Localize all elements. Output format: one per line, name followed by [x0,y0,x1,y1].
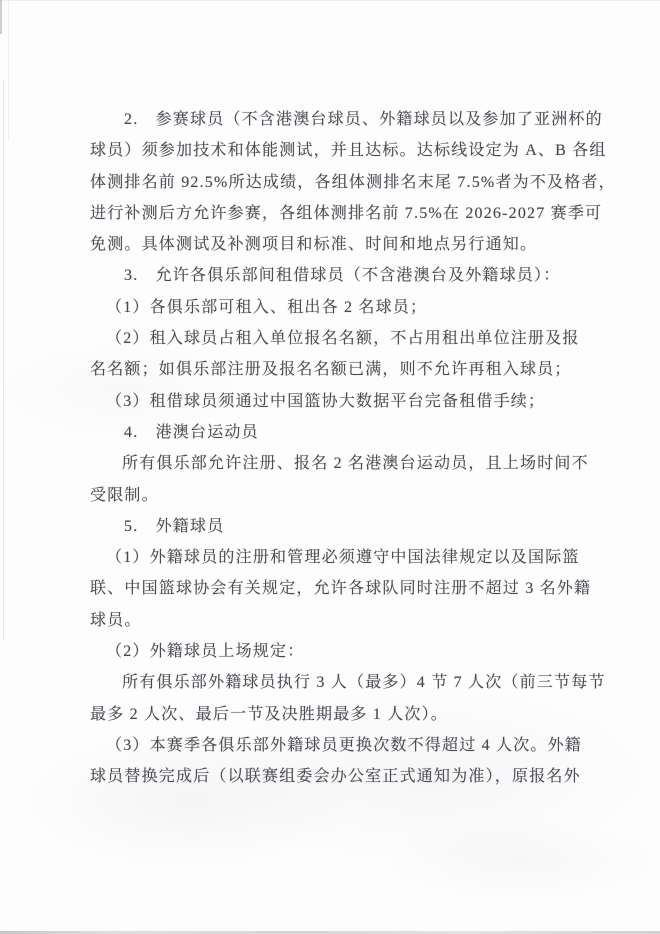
text-line: 免测。具体测试及补测项目和标准、时间和地点另行通知。 [90,236,538,254]
text-line: 球员替换完成后（以联赛组委会办公室正式通知为准），原报名外 [90,768,581,786]
text-line: 5. 外籍球员 [124,517,225,535]
text-line: 球员）须参加技术和体能测试，并且达标。达标线设定为 A、B 各组 [90,142,607,160]
text-line: 球员。 [90,611,142,629]
text-line: （2）租入球员占租入单位报名名额，不占用租出单位注册及报 [106,330,580,348]
text-line: 联、中国篮球协会有关规定，允许各球队同时注册不超过 3 名外籍 [90,580,592,598]
document-text [90,104,616,793]
text-line: 受限制。 [90,486,159,504]
text-line: 2. 参赛球员（不含港澳台球员、外籍球员以及参加了亚洲杯的 [124,111,603,128]
scan-corner-artifact [0,0,2,34]
text-line: 4. 港澳台运动员 [124,423,259,441]
scan-edge-artifact-top [0,0,660,1]
text-line: （2）外籍球员上场规定： [106,643,305,661]
scan-edge-artifact-left [3,80,4,640]
text-line: 体测排名前 92.5%所达成绩，各组体测排名末尾 7.5%者为不及格者， [90,173,616,191]
text-line: 所有俱乐部允许注册、报名 2 名港澳台运动员，且上场时间不 [122,455,589,473]
text-line: 所有俱乐部外籍球员执行 3 人（最多）4 节 7 人次（前三节每节 [122,674,606,692]
text-line: 3. 允许各俱乐部间租借球员（不含港澳台及外籍球员）： [124,267,561,285]
text-line: （3）租借球员须通过中国篮协大数据平台完备租借手续； [106,392,546,410]
text-line: 名名额；如俱乐部注册及报名名额已满，则不允许再租入球员； [90,361,572,379]
text-line: （1）外籍球员的注册和管理必须遵守中国法律规定以及国际篮 [106,549,580,567]
scan-edge-artifact-left-top [8,0,9,140]
text-line: 进行补测后方允许参赛，各组体测排名前 7.5%在 2026-2027 赛季可 [90,204,603,222]
text-line: （1）各俱乐部可租入、租出各 2 名球员； [106,298,428,316]
text-line: （3）本赛季各俱乐部外籍球员更换次数不得超过 4 人次。外籍 [106,736,583,754]
text-line: 最多 2 人次、最后一节及决胜期最多 1 人次）。 [90,705,449,723]
